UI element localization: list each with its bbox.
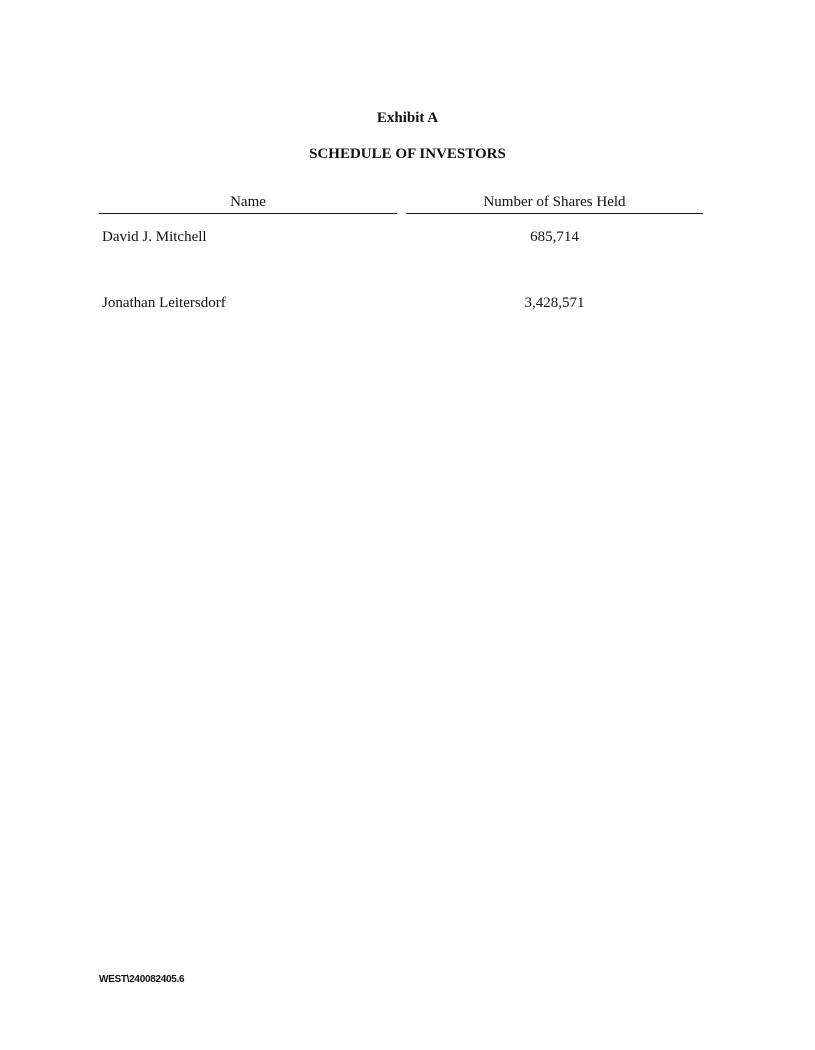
exhibit-title: Exhibit A <box>376 110 439 126</box>
document-footer-code: WEST\240082405.6 <box>99 974 185 985</box>
column-header-shares: Number of Shares Held <box>406 194 703 214</box>
shares-held: 685,714 <box>530 229 579 245</box>
investor-name: Jonathan Leitersdorf <box>102 295 226 311</box>
schedule-title: SCHEDULE OF INVESTORS <box>309 146 506 162</box>
shares-held: 3,428,571 <box>524 295 585 311</box>
column-header-name: Name <box>99 194 397 214</box>
investor-name: David J. Mitchell <box>102 229 207 245</box>
